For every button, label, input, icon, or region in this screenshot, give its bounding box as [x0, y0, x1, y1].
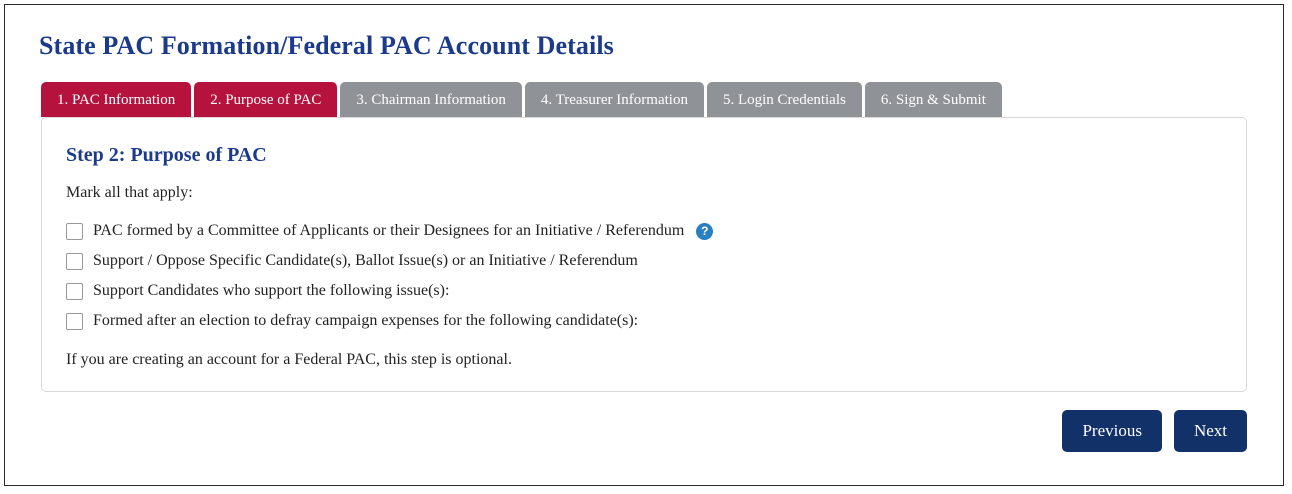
- instruction-text: Mark all that apply:: [66, 184, 193, 201]
- page-frame: [4, 4, 1284, 486]
- option-row[interactable]: [66, 246, 1246, 276]
- option-label: Support / Oppose Specific Candidate(s), Ballot Issue(s) or an Initiative / Referendum: [93, 252, 638, 269]
- step-title: Step 2: Purpose of PAC: [66, 144, 267, 166]
- tab-pac-information[interactable]: 1. PAC Information: [41, 82, 191, 117]
- tab-purpose-of-pac[interactable]: 2. Purpose of PAC: [194, 82, 337, 117]
- tab-login-credentials[interactable]: 5. Login Credentials: [707, 82, 862, 117]
- purpose-options-list: [66, 216, 1246, 336]
- tab-bar: [41, 81, 1269, 117]
- federal-pac-note: If you are creating an account for a Federal PAC, this step is optional.: [66, 351, 512, 368]
- page-title: State PAC Formation/Federal PAC Account Details: [39, 31, 614, 60]
- option-row[interactable]: [66, 216, 1246, 246]
- tab-sign-and-submit[interactable]: 6. Sign & Submit: [865, 82, 1002, 117]
- checkbox-support-candidates-issues[interactable]: [66, 283, 83, 300]
- option-label: Formed after an election to defray campaign expenses for the following candidate(s):: [93, 312, 639, 329]
- checkbox-defray-campaign-expenses[interactable]: [66, 313, 83, 330]
- option-label: PAC formed by a Committee of Applicants or their Designees for an Initiative / Referendum: [93, 222, 685, 239]
- option-row[interactable]: [66, 306, 1246, 336]
- help-icon[interactable]: ?: [696, 223, 713, 240]
- previous-button[interactable]: Previous: [1062, 410, 1162, 452]
- navigation-buttons: [19, 410, 1247, 452]
- option-label: Support Candidates who support the following issue(s):: [93, 282, 450, 299]
- tab-chairman-information[interactable]: 3. Chairman Information: [340, 82, 522, 117]
- checkbox-support-oppose-candidates[interactable]: [66, 253, 83, 270]
- next-button[interactable]: Next: [1174, 410, 1247, 452]
- checkbox-committee-of-applicants[interactable]: [66, 223, 83, 240]
- page-inner: [19, 15, 1269, 475]
- step-panel: [41, 117, 1247, 392]
- option-row[interactable]: [66, 276, 1246, 306]
- tab-treasurer-information[interactable]: 4. Treasurer Information: [525, 82, 704, 117]
